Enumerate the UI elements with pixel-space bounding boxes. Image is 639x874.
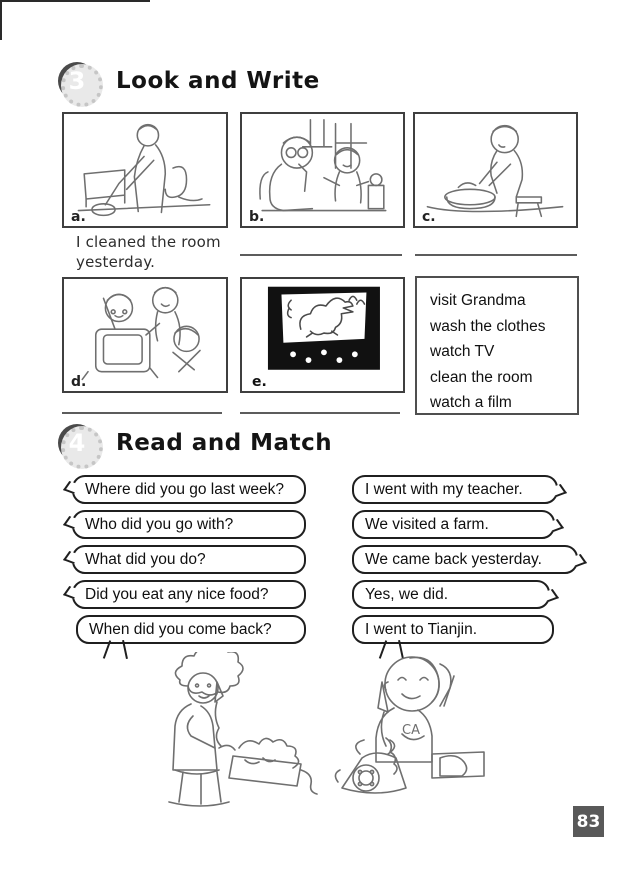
- answer-bubble-4[interactable]: Yes, we did.: [352, 580, 550, 609]
- picture-e-watch-film: [240, 277, 405, 393]
- example-answer: [76, 232, 221, 272]
- picture-a-label: a.: [71, 209, 86, 225]
- answer-bubble-2[interactable]: We visited a farm.: [352, 510, 555, 539]
- word-box-item: watch TV: [430, 343, 495, 360]
- question-bubble-5[interactable]: When did you come back?: [76, 615, 306, 644]
- picture-d-label: d.: [71, 374, 87, 390]
- writing-blank-b[interactable]: [240, 254, 402, 256]
- writing-blank-d[interactable]: [62, 412, 222, 414]
- question-bubble-4[interactable]: Did you eat any nice food?: [72, 580, 306, 609]
- word-box-item: clean the room: [430, 368, 533, 386]
- word-box-item: wash the clothes: [430, 317, 546, 335]
- scan-artifact-left: [0, 0, 2, 40]
- word-box-item: visit Grandma: [430, 292, 526, 309]
- answer-bubble-3[interactable]: We came back yesterday.: [352, 545, 578, 574]
- exercise4-header: [58, 424, 332, 462]
- answer-bubble-1[interactable]: I went with my teacher.: [352, 475, 558, 504]
- question-bubble-1[interactable]: Where did you go last week?: [72, 475, 306, 504]
- scan-artifact-top: [0, 0, 150, 2]
- exercise4-number-badge: 4: [58, 424, 96, 462]
- exercise3-title: Look and Write: [116, 68, 320, 94]
- word-box-item: watch a film: [430, 394, 512, 411]
- svg-text:CA: CA: [402, 723, 420, 738]
- illustration-boy-on-phone: [332, 642, 502, 820]
- picture-b-label: b.: [249, 209, 265, 225]
- illustration-girl-on-phone: [105, 652, 320, 822]
- picture-b-visit-grandma: [240, 112, 405, 228]
- exercise3-number-badge: 3: [58, 62, 96, 100]
- example-answer-line2: yesterday.: [76, 253, 156, 271]
- page-number-badge: 83: [573, 806, 604, 837]
- question-bubble-3[interactable]: What did you do?: [72, 545, 306, 574]
- picture-c-label: c.: [422, 209, 436, 225]
- word-box: [415, 276, 579, 415]
- example-answer-line1: I cleaned the room: [76, 233, 221, 251]
- answer-bubble-5[interactable]: I went to Tianjin.: [352, 615, 554, 644]
- exercise4-title: Read and Match: [116, 430, 333, 456]
- question-bubble-2[interactable]: Who did you go with?: [72, 510, 306, 539]
- writing-blank-c[interactable]: [415, 254, 577, 256]
- picture-a-clean-room: [62, 112, 228, 228]
- picture-c-wash-clothes: [413, 112, 578, 228]
- exercise3-header: [58, 62, 320, 100]
- picture-d-watch-tv: [62, 277, 228, 393]
- picture-e-label: e.: [249, 374, 270, 390]
- writing-blank-e[interactable]: [240, 412, 400, 414]
